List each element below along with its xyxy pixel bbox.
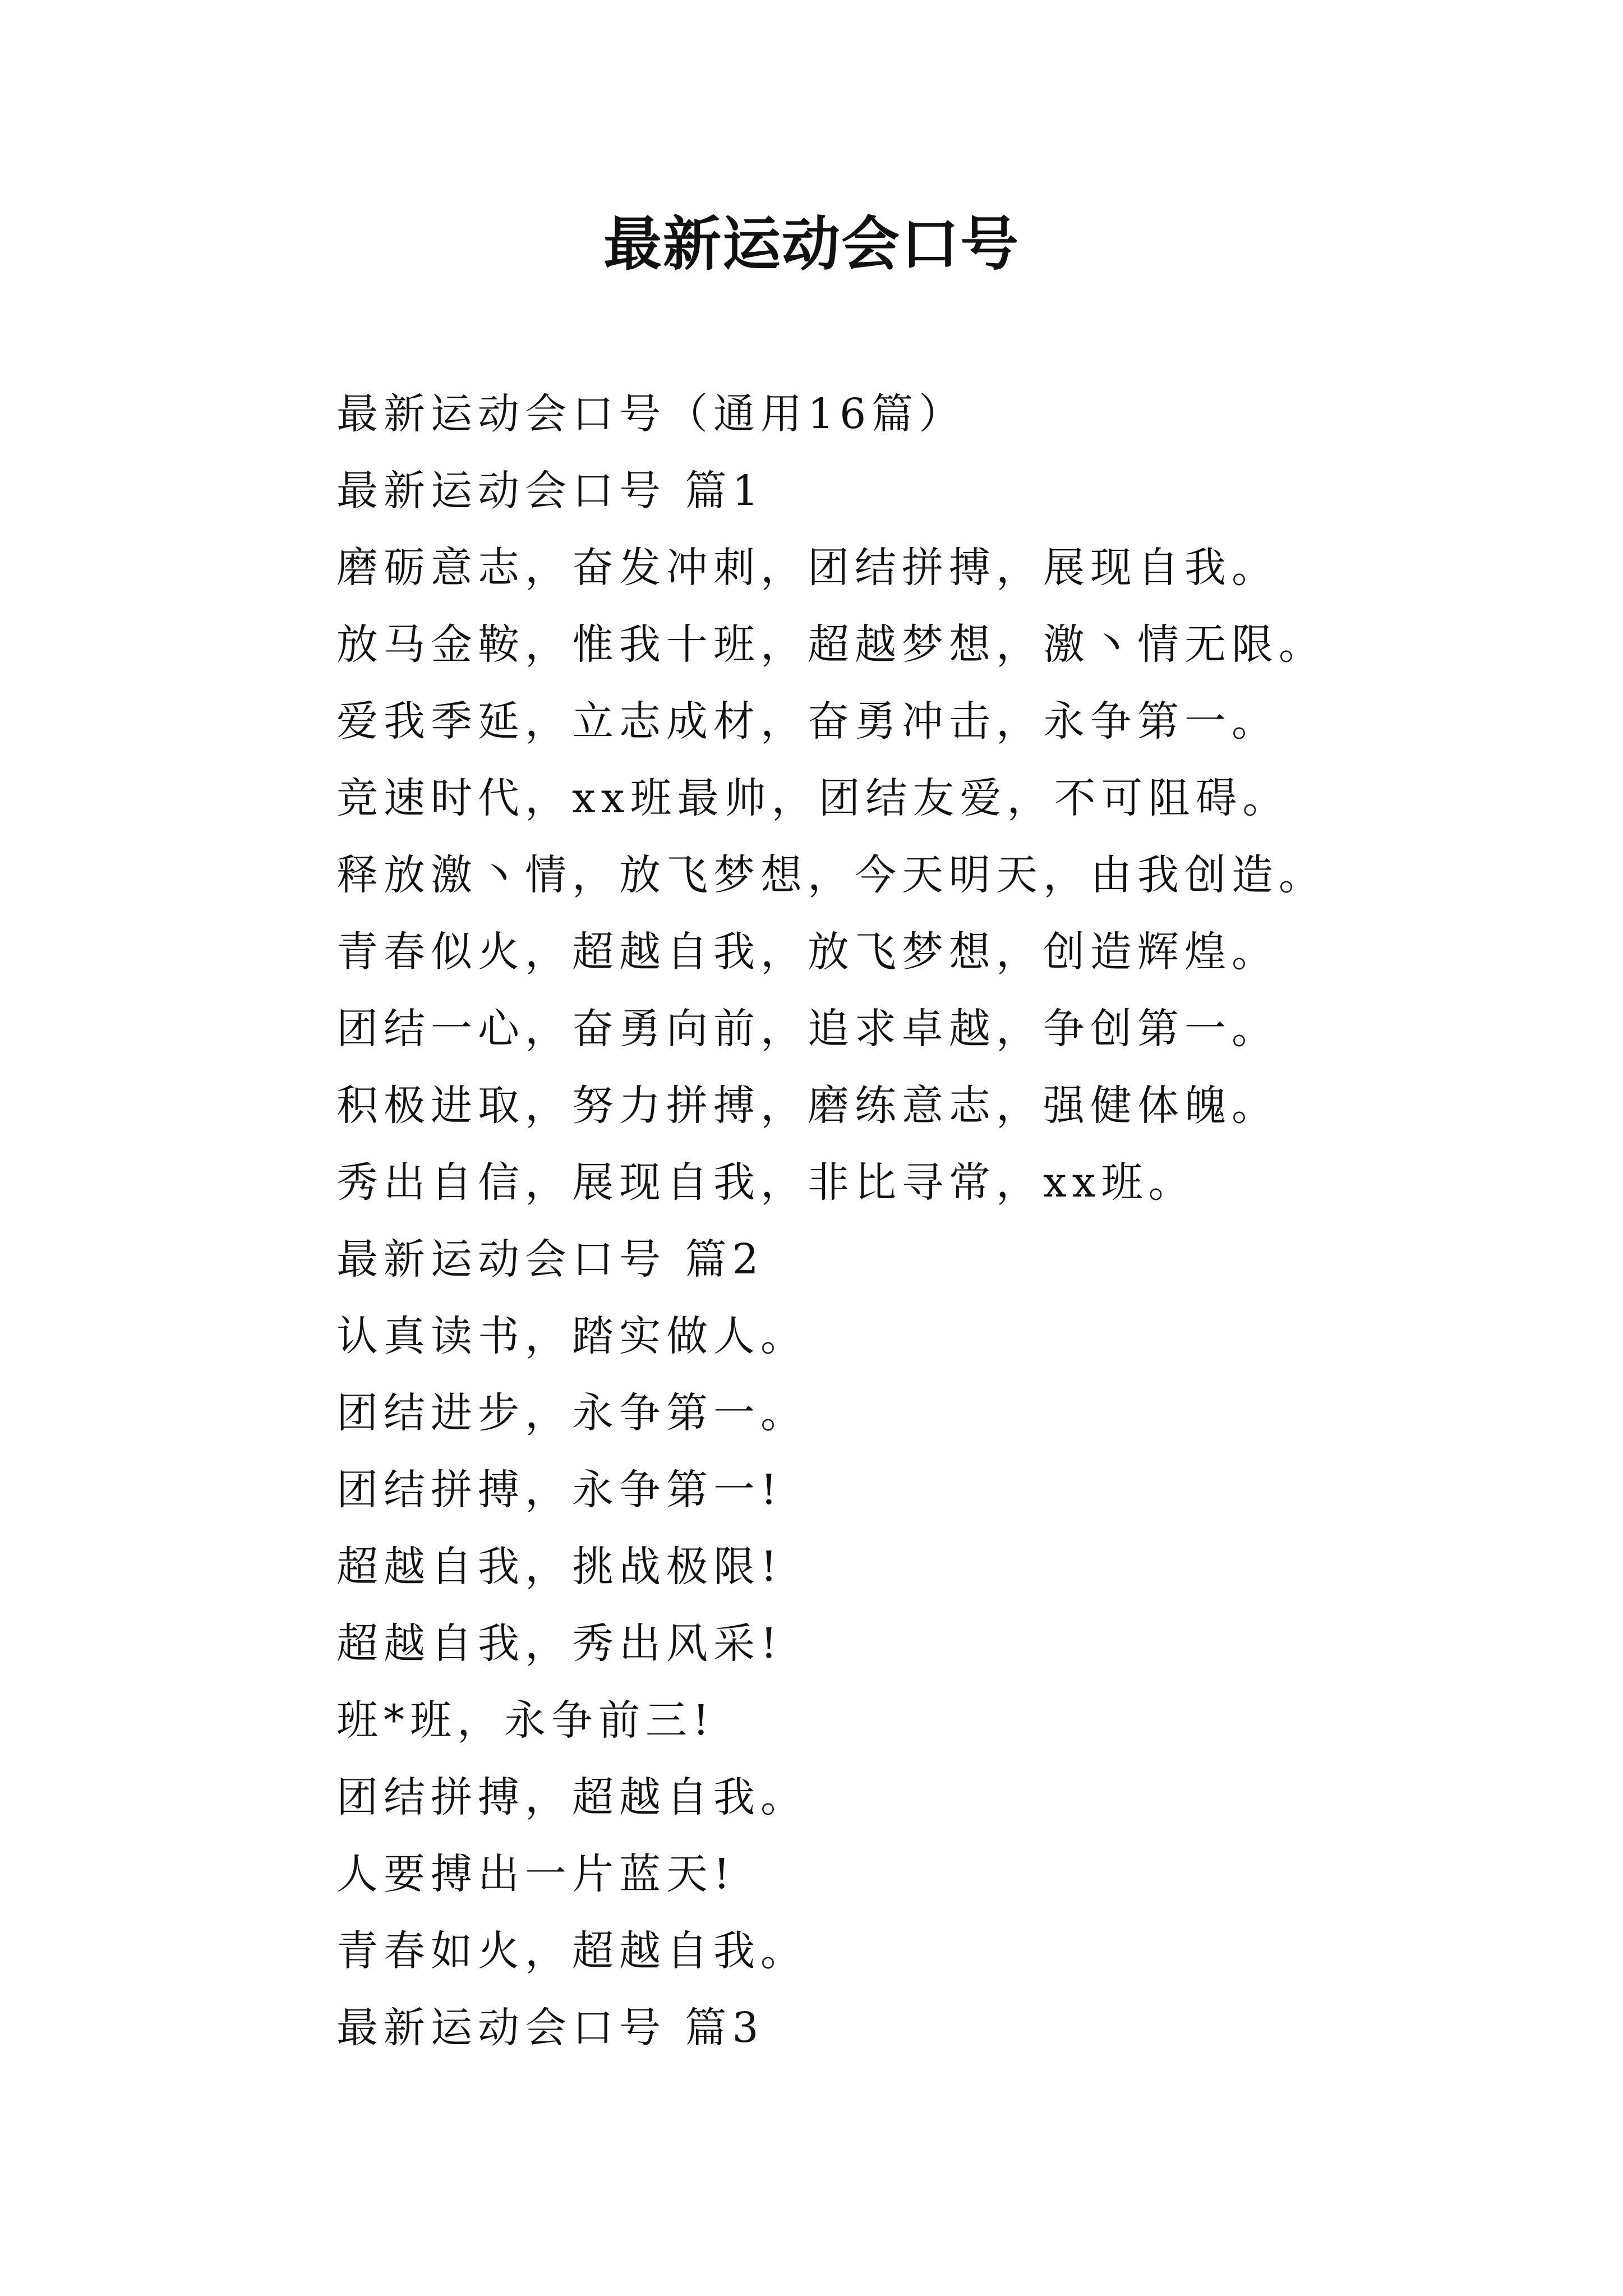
text-line: 最新运动会口号（通用16篇） <box>336 390 966 438</box>
document-title: 最新运动会口号 <box>603 210 1020 278</box>
text-line: 团结拼搏，永争第一! <box>336 1466 783 1514</box>
text-line: 秀出自信，展现自我，非比寻常，xx班。 <box>336 1158 1196 1207</box>
document-body <box>336 376 1514 2067</box>
text-line: 班*班，永争前三! <box>336 1696 715 1745</box>
text-line: 认真读书，踏实做人。 <box>336 1312 808 1360</box>
section-heading: 最新运动会口号 篇3 <box>336 2004 764 2052</box>
text-line: 人要搏出一片蓝天! <box>336 1850 736 1898</box>
text-line: 放马金鞍，惟我十班，超越梦想，激丶情无限。 <box>336 620 1326 669</box>
text-line: 青春似火，超越自我，放飞梦想，创造辉煌。 <box>336 928 1279 976</box>
text-line: 磨砺意志，奋发冲刺，团结拼搏，展现自我。 <box>336 544 1279 592</box>
text-line: 团结一心，奋勇向前，追求卓越，争创第一。 <box>336 1005 1279 1053</box>
section-heading: 最新运动会口号 篇1 <box>336 467 764 515</box>
text-line: 超越自我，秀出风采! <box>336 1619 783 1668</box>
text-line: 团结拼搏，超越自我。 <box>336 1773 808 1821</box>
text-line: 爱我季延，立志成材，奋勇冲击，永争第一。 <box>336 697 1279 746</box>
text-line: 超越自我，挑战极限! <box>336 1543 783 1591</box>
section-heading: 最新运动会口号 篇2 <box>336 1235 764 1283</box>
text-line: 青春如火，超越自我。 <box>336 1927 808 1975</box>
text-line: 团结进步，永争第一。 <box>336 1389 808 1437</box>
text-line: 释放激丶情，放飞梦想，今天明天，由我创造。 <box>336 851 1326 899</box>
text-line: 积极进取，努力拼搏，磨练意志，强健体魄。 <box>336 1082 1279 1130</box>
text-line: 竞速时代，xx班最帅，团结友爱，不可阻碍。 <box>336 774 1290 822</box>
